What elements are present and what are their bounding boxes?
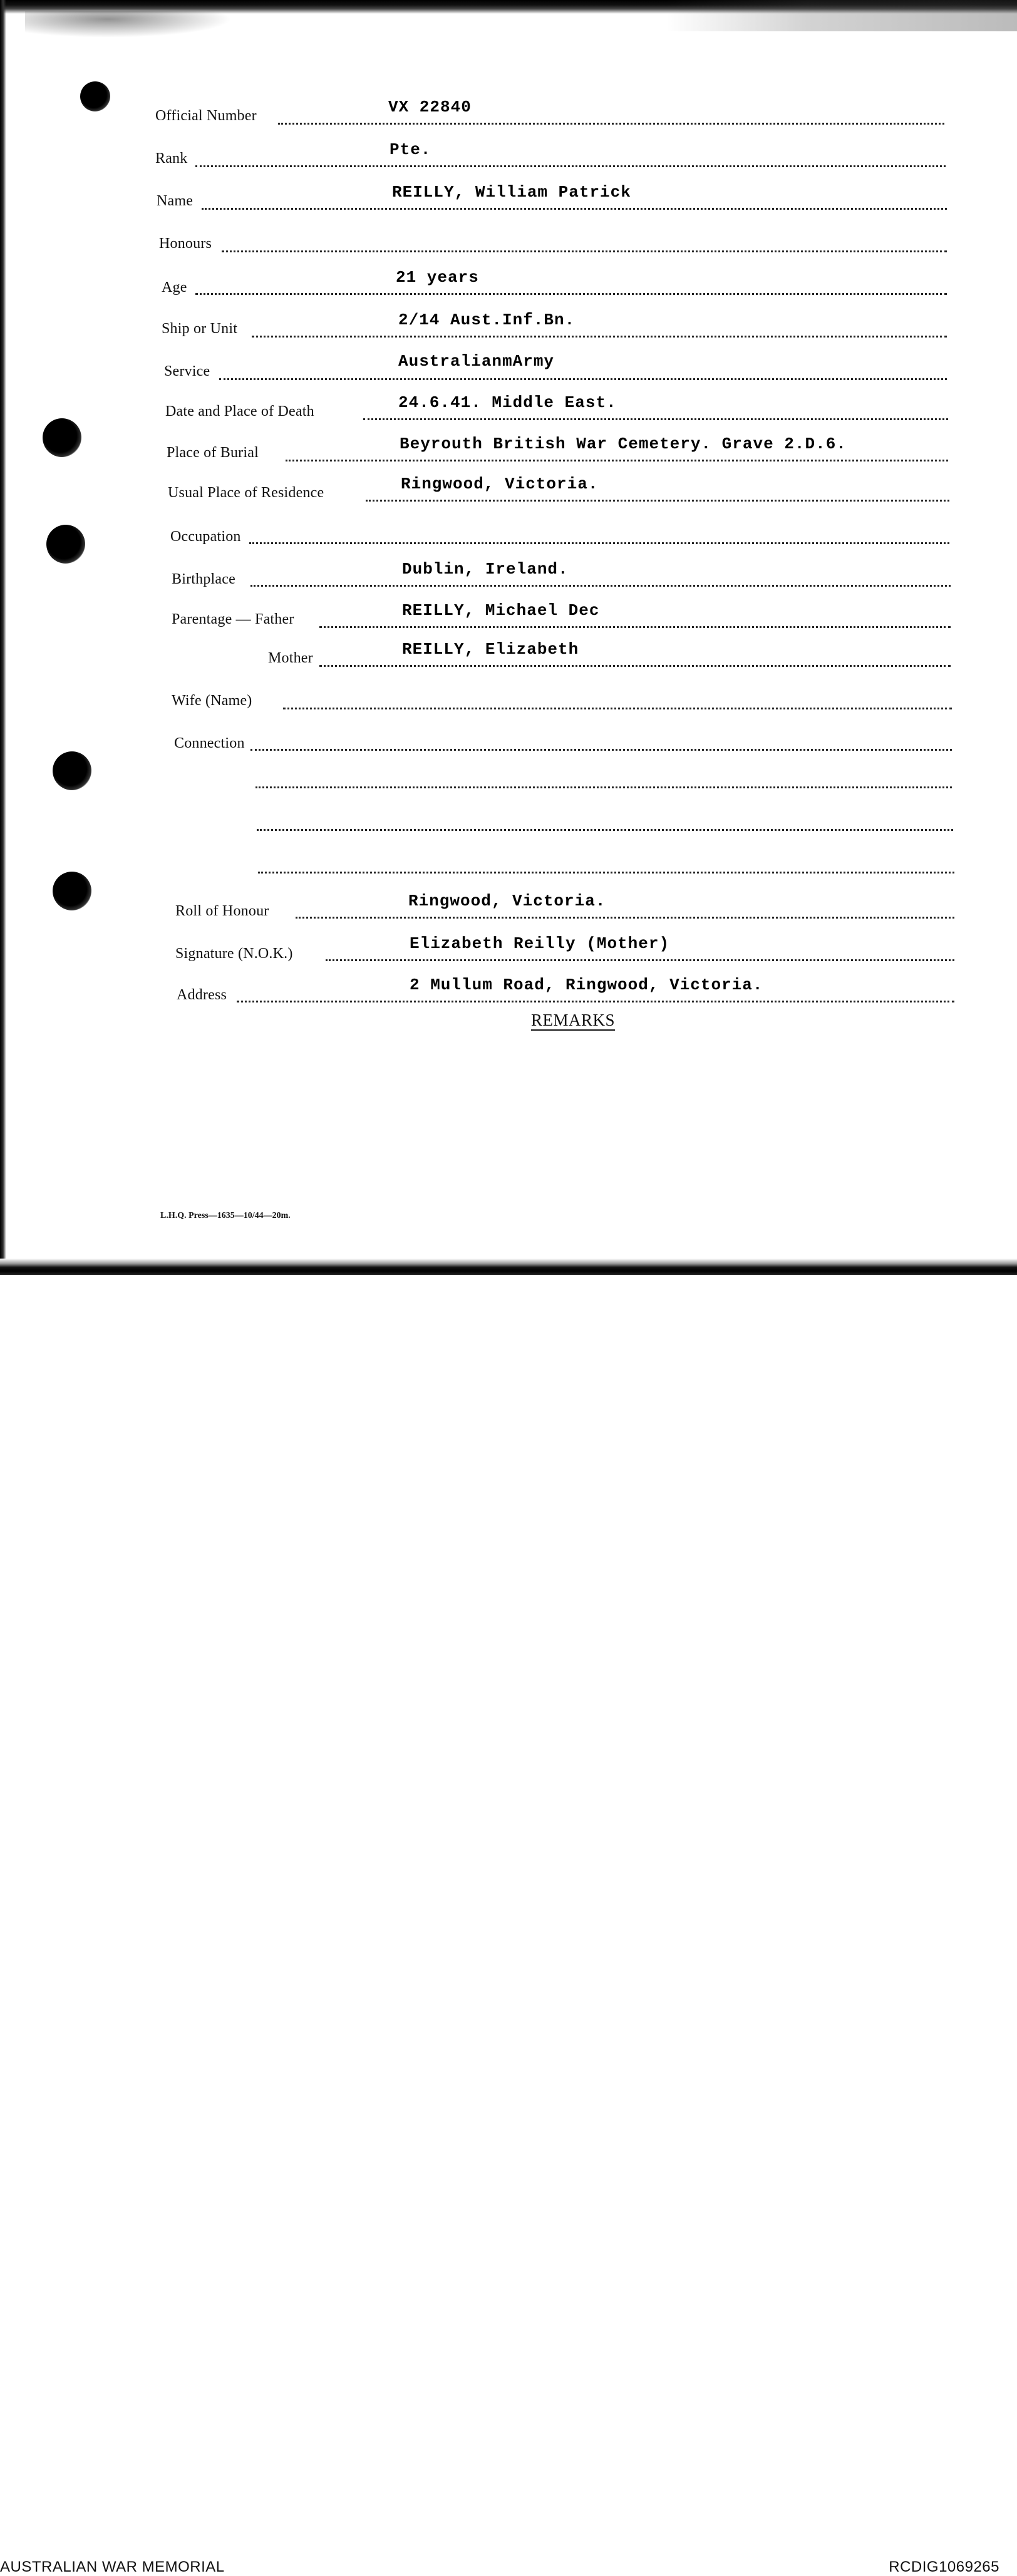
field-label: Rank: [155, 150, 188, 167]
field-label: Service: [164, 363, 210, 379]
scan-smudge: [25, 11, 232, 38]
footer-institution: AUSTRALIAN WAR MEMORIAL: [0, 2558, 225, 2575]
field-value: 2 Mullum Road, Ringwood, Victoria.: [410, 976, 763, 994]
field-label: Parentage — Father: [172, 611, 294, 627]
field-label: Connection: [174, 735, 245, 751]
field-value: 24.6.41. Middle East.: [398, 393, 617, 412]
field-value: REILLY, Elizabeth: [402, 640, 579, 659]
dotted-line: [250, 749, 952, 751]
field-label: Birthplace: [172, 571, 235, 587]
dotted-line: [250, 585, 951, 587]
field-value: Elizabeth Reilly (Mother): [410, 934, 670, 953]
dotted-line: [319, 665, 951, 667]
printer-imprint: L.H.Q. Press—1635—10/44—20m.: [160, 1211, 291, 1220]
dotted-line: [202, 208, 947, 210]
field-value: 2/14 Aust.Inf.Bn.: [398, 311, 576, 329]
scan-edge-left: [0, 0, 6, 1304]
field-value: AustralianmArmy: [398, 352, 555, 371]
field-label: Usual Place of Residence: [168, 485, 324, 501]
dotted-line: [195, 293, 947, 295]
punch-hole: [80, 81, 110, 111]
field-value: Pte.: [390, 140, 431, 159]
field-label: Age: [162, 279, 187, 296]
field-label: Honours: [159, 235, 212, 252]
field-value: VX 22840: [388, 98, 472, 116]
dotted-line: [249, 542, 949, 544]
punch-hole: [46, 525, 85, 564]
field-label: Occupation: [170, 528, 241, 545]
scan-edge-bottom: [0, 1259, 1017, 1275]
field-label: Name: [157, 193, 194, 209]
dotted-line: [278, 123, 944, 125]
remarks-heading: REMARKS: [531, 1011, 616, 1029]
footer: [0, 1275, 1017, 2575]
dotted-line: [222, 250, 947, 252]
dotted-line: [296, 917, 954, 919]
dotted-line: [286, 460, 948, 461]
dotted-line: [195, 165, 946, 167]
field-value: Ringwood, Victoria.: [401, 475, 599, 493]
punch-hole: [43, 418, 81, 457]
field-label: Date and Place of Death: [165, 403, 314, 420]
field-value: 21 years: [396, 268, 479, 287]
field-label: Address: [177, 987, 227, 1003]
dotted-line: [252, 336, 947, 337]
field-value: REILLY, William Patrick: [392, 183, 631, 202]
scan-shadow: [666, 0, 1017, 31]
footer-record-id: RCDIG1069265: [889, 2558, 999, 2575]
dotted-line: [319, 626, 951, 628]
dotted-line: [283, 708, 952, 709]
punch-hole: [53, 751, 91, 790]
field-label: Official Number: [155, 108, 257, 124]
dotted-line: [363, 418, 948, 420]
field-value: Ringwood, Victoria.: [408, 892, 606, 910]
field-value: REILLY, Michael Dec: [402, 601, 600, 620]
field-label: Ship or Unit: [162, 321, 238, 337]
dotted-line: [326, 959, 954, 961]
dotted-line: [366, 500, 949, 502]
dotted-line: [219, 378, 947, 380]
dotted-line: [237, 1001, 954, 1002]
dotted-line: [258, 872, 954, 873]
dotted-line: [257, 829, 953, 831]
field-label: Roll of Honour: [175, 903, 269, 919]
punch-hole: [53, 872, 91, 910]
field-label: Mother: [268, 650, 313, 666]
field-label: Place of Burial: [167, 445, 259, 461]
field-value: Dublin, Ireland.: [402, 560, 569, 579]
dotted-line: [256, 786, 952, 788]
field-value: Beyrouth British War Cemetery. Grave 2.D.6.: [400, 435, 847, 453]
field-label: Signature (N.O.K.): [175, 945, 293, 962]
field-label: Wife (Name): [172, 693, 252, 709]
